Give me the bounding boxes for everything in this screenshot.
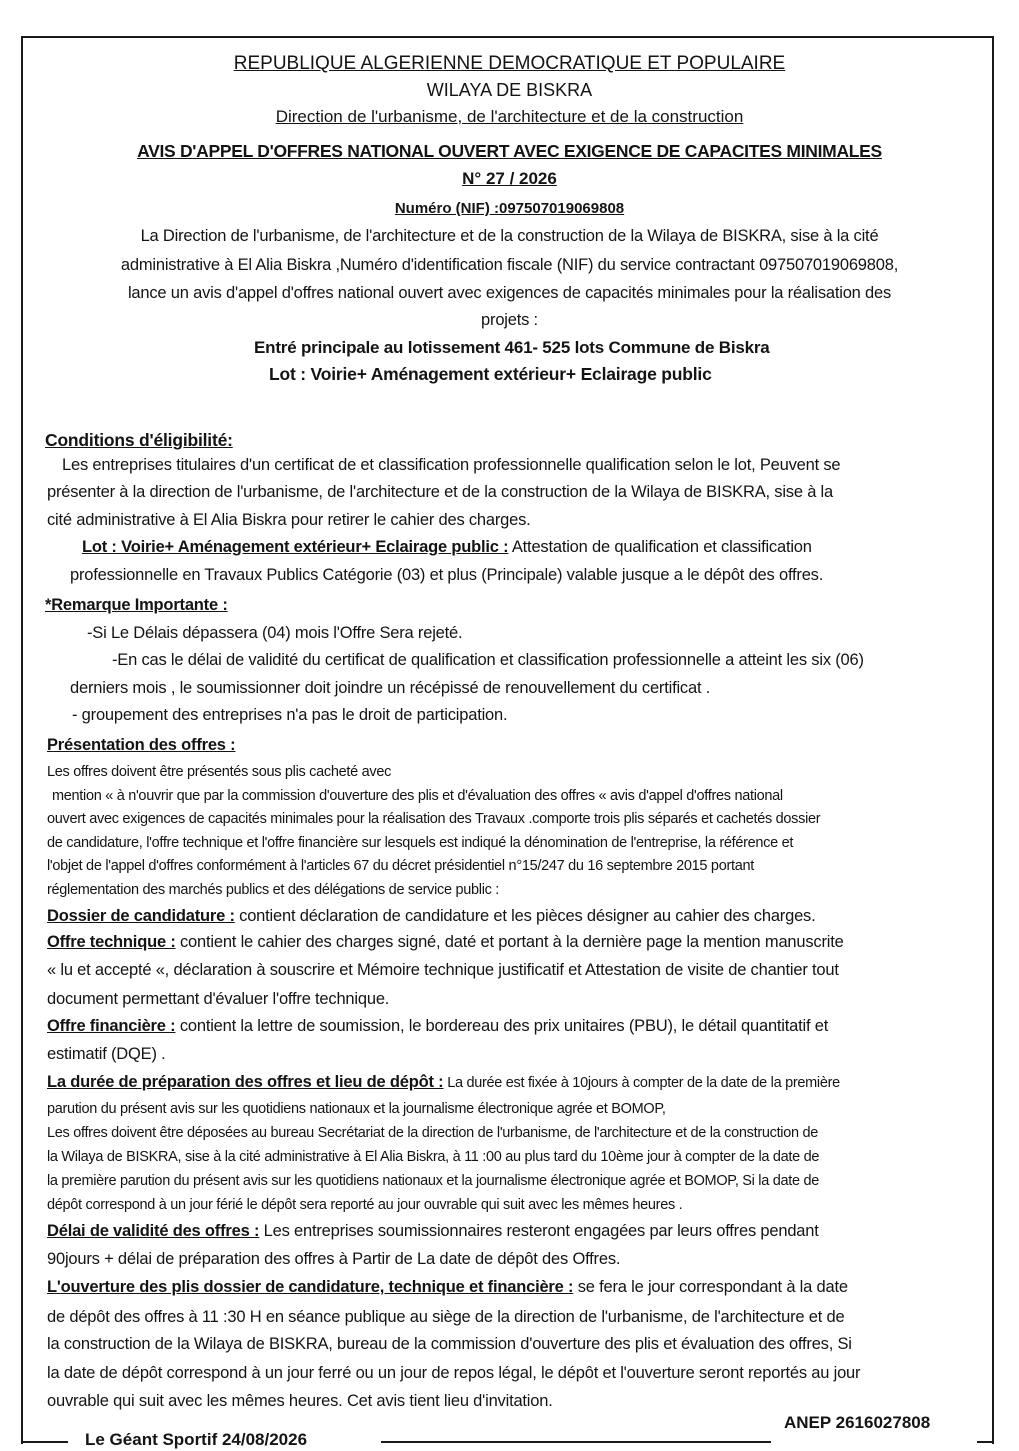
eligibility-line-3: cité administrative à El Alia Biskra pour retirer le cahier des charges. — [47, 511, 531, 529]
financiere-label: Offre financière : — [47, 1017, 176, 1035]
validite-label: Délai de validité des offres : — [47, 1222, 260, 1240]
eligibility-lot-text: Attestation de qualification et classification — [508, 538, 812, 556]
validite-line-2: 90jours + délai de préparation des offres à Partir de La date de dépôt des Offres. — [47, 1250, 621, 1268]
eligibility-lot-label: Lot : Voirie+ Aménagement extérieur+ Eclairage public : — [82, 538, 509, 556]
technique-line-2: « lu et accepté «, déclaration à souscrire et Mémoire technique justificatif et Attestation de visite de chantier tout — [47, 961, 839, 979]
eligibility-line-2: présenter à la direction de l'urbanisme, de l'architecture et de la construction de la Wilaya de BISKRA, sise à la — [47, 483, 833, 501]
duree-line-5: la première parution du présent avis sur les quotidiens nationaux et la journalisme électronique agrée et BOMOP, Si la date de — [47, 1173, 819, 1189]
nif-number: Numéro (NIF) :097507019069808 — [394, 200, 625, 217]
direction-title: Direction de l'urbanisme, de l'architecture et de la construction — [275, 107, 744, 126]
intro-line-3: lance un avis d'appel d'offres national ouvert avec exigences de capacités minimales pour la réalisation des — [127, 284, 892, 302]
frame-bottom-left — [21, 1441, 68, 1443]
dossier-line — [47, 907, 816, 926]
eligibility-lot-line-2: professionnelle en Travaux Publics Catégorie (03) et plus (Principale) valable jusque a le dépôt des offres. — [70, 566, 824, 584]
presentation-line-1: Les offres doivent être présentés sous plis cacheté avec — [47, 764, 392, 780]
intro-line-4: projets : — [481, 311, 538, 329]
financiere-text: contient la lettre de soumission, le bordereau des prix unitaires (PBU), le détail quantitatif et — [175, 1017, 829, 1035]
ouverture-line-4: la date de dépôt correspond à un jour ferré ou un jour de repos légal, le dépôt et l'ouverture seront reportés au jour — [47, 1364, 861, 1382]
intro-line-2: administrative à El Alia Biskra ,Numéro d'identification fiscale (NIF) du service contractant 097507019069808, — [120, 256, 899, 274]
presentation-line-2: mention « à n'ouvrir que par la commission d'ouverture des plis et d'évaluation des offres « avis d'appel d'offres national — [52, 788, 783, 804]
eligibility-line-1: Les entreprises titulaires d'un certificat de et classification professionnelle qualification selon le lot, Peuvent se — [62, 456, 841, 474]
duree-line-2: parution du présent avis sur les quotidiens nationaux et la journalisme électronique agrée et BOMOP, — [47, 1101, 666, 1117]
notice-title: AVIS D'APPEL D'OFFRES NATIONAL OUVERT AVEC EXIGENCE DE CAPACITES MINIMALES — [137, 141, 882, 161]
duree-line-1 — [47, 1073, 840, 1092]
technique-label: Offre technique : — [47, 933, 176, 951]
eligibility-heading: Conditions d'éligibilité: — [45, 430, 233, 450]
wilaya-title: WILAYA DE BISKRA — [426, 80, 593, 100]
eligibility-lot-line — [82, 538, 812, 557]
ouverture-line-1 — [47, 1278, 848, 1297]
ouverture-line-3: la construction de la Wilaya de BISKRA, bureau de la commission d'ouverture des plis et évaluation des offres, Si — [47, 1335, 852, 1353]
financiere-line-1 — [47, 1017, 828, 1036]
remark-line-3: derniers mois , le soumissionner doit joindre un récépissé de renouvellement du certificat . — [70, 679, 711, 697]
presentation-line-5: l'objet de l'appel d'offres conformément à l'articles 67 du décret présidentiel n°15/247 du 16 septembre 2015 portant — [47, 858, 754, 874]
duree-line-6: dépôt correspond à un jour férié le dépôt sera reporté au jour ouvrable qui suit avec les mêmes heures . — [47, 1197, 683, 1213]
technique-line-3: document permettant d'évaluer l'offre technique. — [47, 990, 390, 1008]
ouverture-line-5: ouvrable qui suit avec les mêmes heures. Cet avis tient lieu d'invitation. — [47, 1392, 553, 1410]
ouverture-line-2: de dépôt des offres à 11 :30 H en séance publique au siège de la direction de l'urbanisme, de l'architecture et de — [47, 1308, 845, 1326]
intro-line-1: La Direction de l'urbanisme, de l'architecture et de la construction de la Wilaya de BISKRA, sise à la cité — [140, 227, 879, 245]
duree-label: La durée de préparation des offres et lieu de dépôt : — [47, 1073, 444, 1091]
project-title: Entré principale au lotissement 461- 525 lots Commune de Biskra — [254, 338, 770, 357]
dossier-text: contient déclaration de candidature et les pièces désigner au cahier des charges. — [234, 907, 816, 925]
ouverture-text: se fera le jour correspondant à la date — [573, 1278, 848, 1296]
footer-anep-reference: ANEP 2616027808 — [784, 1413, 931, 1432]
dossier-label: Dossier de candidature : — [47, 907, 235, 925]
presentation-line-4: de candidature, l'offre technique et l'offre financière sur lesquels est indiqué la dénomination de l'entreprise, la référence et — [47, 835, 794, 851]
remark-heading: *Remarque Importante : — [45, 596, 228, 614]
technique-text: contient le cahier des charges signé, daté et portant à la dernière page la mention manuscrite — [175, 933, 844, 951]
presentation-heading: Présentation des offres : — [47, 736, 236, 754]
presentation-line-6: réglementation des marchés publics et des délégations de service public : — [47, 882, 500, 898]
frame-bottom-middle — [381, 1441, 771, 1443]
project-lot: Lot : Voirie+ Aménagement extérieur+ Eclairage public — [269, 364, 712, 384]
duree-line-4: la Wilaya de BISKRA, sise à la cité administrative à El Alia Biskra, à 11 :00 au plus tard du 10ème jour à compter de la date de — [47, 1149, 820, 1165]
remark-line-1: -Si Le Délais dépassera (04) mois l'Offre Sera rejeté. — [87, 624, 463, 642]
duree-line-3: Les offres doivent être déposées au bureau Secrétariat de la direction de l'urbanisme, de l'architecture et de la construction de — [47, 1125, 819, 1141]
frame-bottom-right — [977, 1441, 994, 1443]
notice-number: N° 27 / 2026 — [462, 169, 557, 188]
remark-line-2: -En cas le délai de validité du certificat de qualification et classification professionnelle a atteint les six (06) — [112, 651, 864, 669]
presentation-line-3: ouvert avec exigences de capacités minimales pour la réalisation des Travaux .comporte trois plis séparés et cachetés dossier — [47, 811, 821, 827]
remark-line-4: - groupement des entreprises n'a pas le droit de participation. — [72, 706, 508, 724]
duree-text: La durée est fixée à 10jours à compter de la date de la première — [443, 1075, 840, 1091]
validite-text: Les entreprises soumissionnaires resteront engagées par leurs offres pendant — [259, 1222, 819, 1240]
republic-title: REPUBLIQUE ALGERIENNE DEMOCRATIQUE ET POPULAIRE — [233, 53, 786, 74]
technique-line-1 — [47, 933, 844, 952]
financiere-line-2: estimatif (DQE) . — [47, 1045, 166, 1063]
ouverture-label: L'ouverture des plis dossier de candidature, technique et financière : — [47, 1278, 574, 1296]
validite-line-1 — [47, 1222, 819, 1241]
footer-publication: Le Géant Sportif 24/08/2026 — [85, 1430, 308, 1449]
